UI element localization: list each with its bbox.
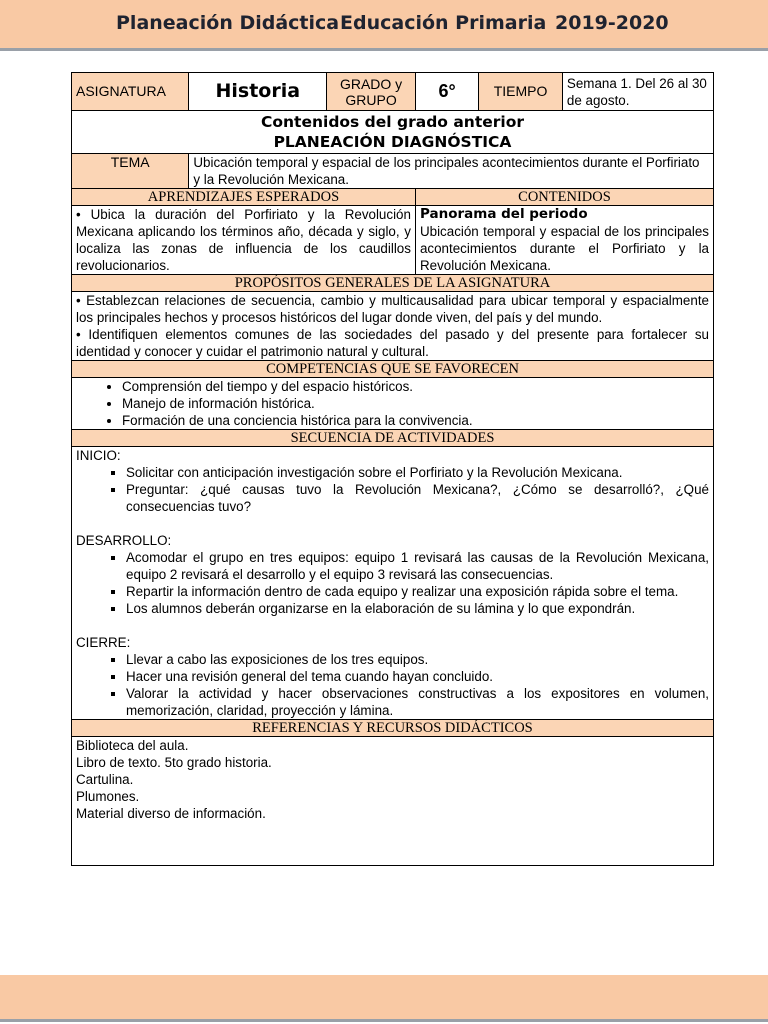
cierre-label: CIERRE: <box>76 635 131 650</box>
desarrollo-label: DESARROLLO: <box>76 533 172 548</box>
contenidos-text: Ubicación temporal y espacial de los principales acontecimientos durante el Porfiriato y la Revolución Mexicana. <box>419 224 709 273</box>
competencias-row <box>72 378 714 430</box>
secuencia-row <box>72 447 714 720</box>
proposito-item: • Establezcan relaciones de secuencia, cambio y multicausalidad para ubicar temporal y espacialmente los principales hechos y procesos históricos del lugar donde viven, del país y del mundo. <box>76 293 709 325</box>
title-contenidos-anterior: Contenidos del grado anterior <box>260 113 524 131</box>
cierre-item: ▪ Hacer una revisión general del tema cuando hayan concluido. <box>126 668 709 685</box>
competencias-header-row <box>72 361 714 378</box>
aprend-contenidos-row <box>72 206 714 275</box>
tema-text: Ubicación temporal y espacial de los principales acontecimientos durante el Porfiriato y la Revolución Mexicana. <box>189 154 714 189</box>
tiempo-value: Semana 1. Del 26 al 30 de agosto. <box>562 73 713 111</box>
referencia-item: Cartulina. <box>76 772 134 787</box>
grado-value: 6° <box>415 73 478 111</box>
referencia-item: Biblioteca del aula. <box>76 738 189 753</box>
competencia-item: • Comprensión del tiempo y del espacio históricos. <box>122 378 709 395</box>
propositos-label: PROPÓSITOS GENERALES DE LA ASIGNATURA <box>72 275 714 292</box>
tiempo-label: TIEMPO <box>479 73 563 111</box>
desarrollo-item: ▪ Acomodar el grupo en tres equipos: equipo 1 revisará las causas de la Revolución Mexicana, equipo 2 revisará el desarrollo y el equipo 3 revisará las consecuencias. <box>126 549 709 583</box>
header-planeacion: Planeación Didáctica <box>116 12 340 34</box>
desarrollo-item: ▪ Repartir la información dentro de cada equipo y realizar una exposición rápida sobre el tema. <box>126 583 709 600</box>
propositos-header-row <box>72 275 714 292</box>
info-row <box>72 73 714 111</box>
desarrollo-item: ▪ Los alumnos deberán organizarse en la elaboración de su lámina y lo que expondrán. <box>126 600 709 617</box>
inicio-item: ▪ Solicitar con anticipación investigación sobre el Porfiriato y la Revolución Mexicana. <box>126 464 709 481</box>
tema-row <box>72 154 714 189</box>
secuencia-header-row <box>72 430 714 447</box>
proposito-item: • Identifiquen elementos comunes de las sociedades del pasado y del presente para fortalecer su identidad y conocer y cuidar el patrimonio natural y cultural. <box>76 327 709 359</box>
inicio-label: INICIO: <box>76 448 121 463</box>
referencia-item: Libro de texto. 5to grado historia. <box>76 755 272 770</box>
grado-label: GRADO y GRUPO <box>327 73 416 111</box>
header-banner <box>0 0 768 51</box>
aprendizajes-label: APRENDIZAJES ESPERADOS <box>72 189 416 206</box>
referencia-item: Material diverso de información. <box>76 806 266 821</box>
competencia-item: • Manejo de información histórica. <box>122 395 709 412</box>
cierre-item: ▪ Llevar a cabo las exposiciones de los tres equipos. <box>126 651 709 668</box>
competencias-label: COMPETENCIAS QUE SE FAVORECEN <box>72 361 714 378</box>
asignatura-label: ASIGNATURA <box>72 73 189 111</box>
header-nivel: Educación Primaria <box>340 12 547 34</box>
referencias-row <box>72 737 714 866</box>
inicio-list <box>76 464 709 515</box>
referencia-item: Plumones. <box>76 789 140 804</box>
propositos-row <box>72 292 714 361</box>
competencias-list <box>76 378 709 429</box>
planning-table <box>71 72 714 866</box>
aprend-contenidos-header-row <box>72 189 714 206</box>
cierre-list <box>76 651 709 719</box>
footer-banner <box>0 975 768 1022</box>
inicio-item: ▪ Preguntar: ¿qué causas tuvo la Revolución Mexicana?, ¿Cómo se desarrolló?, ¿Qué consecuencias tuvo? <box>126 481 709 515</box>
contenidos-title: Panorama del periodo <box>419 206 588 222</box>
title-planeacion-diagnostica: PLANEACIÓN DIAGNÓSTICA <box>273 133 512 151</box>
header-ciclo: 2019-2020 <box>555 12 669 34</box>
contenidos-label: CONTENIDOS <box>415 189 713 206</box>
referencias-header-row <box>72 720 714 737</box>
titles-row <box>72 111 714 154</box>
aprendizajes-text: • Ubica la duración del Porfiriato y la Revolución Mexicana aplicando los términos año, década y siglo, y localiza las zonas de influencia de los caudillos revolucionarios. <box>72 206 416 275</box>
competencia-item: • Formación de una conciencia histórica para la convivencia. <box>122 412 709 429</box>
tema-label: TEMA <box>72 154 189 189</box>
referencias-label: REFERENCIAS Y RECURSOS DIDÁCTICOS <box>72 720 714 737</box>
desarrollo-list <box>76 549 709 617</box>
secuencia-label: SECUENCIA DE ACTIVIDADES <box>72 430 714 447</box>
asignatura-value: Historia <box>189 73 327 111</box>
cierre-item: ▪ Valorar la actividad y hacer observaciones constructivas a los expositores en volumen, memorización, claridad, proyección y lámina. <box>126 685 709 719</box>
